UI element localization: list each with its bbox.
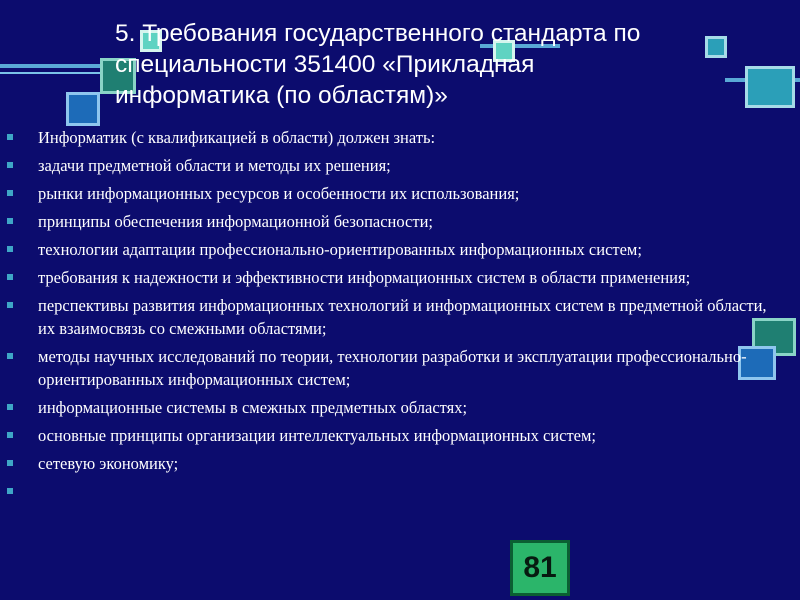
bullet-marker-icon [7, 162, 13, 168]
decorative-square [745, 66, 795, 108]
bullet-marker-icon [7, 488, 13, 494]
bullet-text: задачи предметной области и методы их решения; [38, 156, 391, 175]
bullet-text: Информатик (с квалификацией в области) должен знать: [38, 128, 436, 147]
bullet-item [6, 345, 776, 391]
page-number: 81 [523, 551, 557, 584]
slide-title: 5. Требования государственного стандарта по специальности 351400 «Прикладная информатика (по областям)» [115, 20, 641, 109]
bullet-text: рынки информационных ресурсов и особенности их использования; [38, 184, 520, 203]
bullet-item [6, 210, 776, 233]
bullet-text: требования к надежности и эффективности информационных систем в области применения; [38, 268, 691, 287]
bullet-marker-icon [7, 190, 13, 196]
bullet-item [6, 396, 776, 419]
bullet-text: сетевую экономику; [38, 454, 179, 473]
bullet-marker-icon [7, 302, 13, 308]
bullet-item [6, 266, 776, 289]
bullet-item [6, 126, 776, 149]
page-number-badge [510, 540, 570, 596]
bullet-marker-icon [7, 404, 13, 410]
bullet-text: информационные системы в смежных предметных областях; [38, 398, 468, 417]
bullet-marker-icon [7, 432, 13, 438]
bullet-item [6, 424, 776, 447]
decorative-line-top-thin [0, 72, 100, 74]
bullet-text: принципы обеспечения информационной безопасности; [38, 212, 433, 231]
bullet-text: технологии адаптации профессионально-ориентированных информационных систем; [38, 240, 642, 259]
bullet-marker-icon [7, 246, 13, 252]
bullet-list [6, 126, 776, 480]
bullet-item [6, 154, 776, 177]
bullet-item [6, 238, 776, 261]
bullet-item [6, 182, 776, 205]
bullet-marker-icon [7, 460, 13, 466]
bullet-marker-icon [7, 353, 13, 359]
bullet-marker-icon [7, 134, 13, 140]
bullet-text: методы научных исследований по теории, технологии разработки и эксплуатации профессионально-ориентированных информационных систем; [38, 347, 747, 389]
bullet-item [6, 294, 776, 340]
bullet-marker-icon [7, 218, 13, 224]
bullet-text: перспективы развития информационных технологий и информационных систем в предметной области, их взаимосвязь со смежными областями; [38, 296, 767, 338]
bullet-item [6, 452, 776, 475]
bullet-marker-icon [7, 274, 13, 280]
decorative-square [66, 92, 100, 126]
bullet-text: основные принципы организации интеллектуальных информационных систем; [38, 426, 597, 445]
